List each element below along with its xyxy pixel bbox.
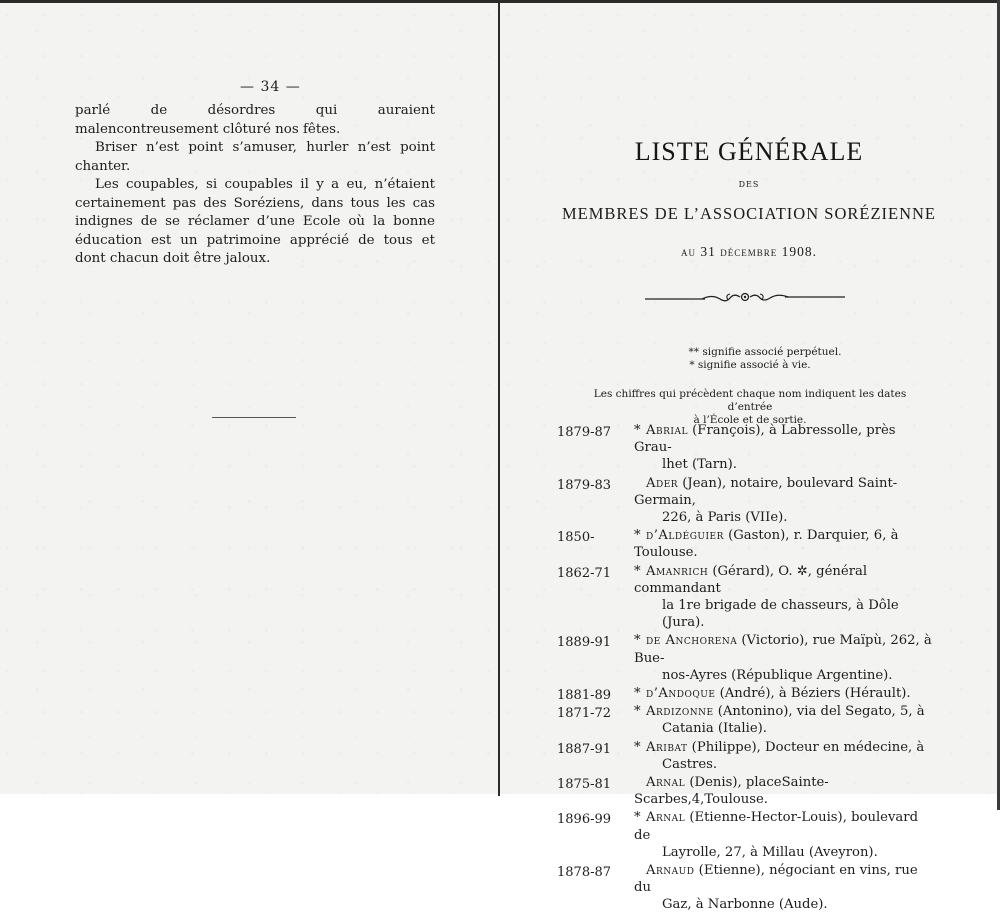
entry-line-2: Castres. (662, 756, 718, 772)
entry-line-1: (Antonino), via del Segato, 5, à (713, 704, 925, 720)
membership-star: * (634, 563, 641, 579)
entry-line-1: (Philippe), Docteur en médecine, à (687, 739, 925, 755)
member-entry (557, 527, 937, 561)
ornament-divider-icon (640, 286, 850, 308)
member-list (557, 422, 937, 915)
date-year: 1908. (781, 244, 817, 259)
legend-perpetual: ** signifie associé perpétuel. (688, 346, 842, 358)
entry-body (634, 809, 937, 861)
entry-body (634, 739, 937, 773)
entry-line-1: (Etienne), négociant en vins, rue du (634, 863, 918, 896)
paragraph: Les coupables, si coupables il y a eu, n’étaient certainement pas des Soréziens, dans tous les cas indignes de se réclamer d’une Ecole où la bonne éducation est un patrimoine apprécié de tous et dont chacun doit être jaloux. (75, 177, 435, 266)
entry-line-1: (Gaston), r. Darquier, 6, à Toulouse. (634, 528, 899, 561)
section-divider (212, 417, 296, 418)
date-prefix: au (680, 244, 696, 259)
membership-star: * (634, 810, 641, 826)
entry-years: 1862-71 (557, 565, 612, 581)
entry-line-2: nos-Ayres (République Argentine). (662, 667, 893, 683)
membership-star: * (634, 633, 641, 649)
member-entry (557, 809, 937, 861)
page-number: — 34 — (240, 79, 301, 95)
entry-years: 1879-87 (557, 425, 612, 440)
entry-body (634, 632, 937, 684)
member-entry (557, 475, 937, 527)
entry-body (634, 774, 937, 808)
left-page-text (75, 102, 435, 269)
entry-line-1: (Gérard), O. ✲, général commandant (634, 563, 868, 596)
member-name: Ardizonne (646, 704, 714, 720)
member-name: Aribat (646, 739, 688, 755)
entry-line-2: Layrolle, 27, à Millau (Aveyron). (662, 844, 878, 860)
member-name: Ader (646, 475, 679, 491)
entry-body (634, 685, 937, 702)
member-name: de Anchorena (646, 633, 738, 649)
entry-line-1: (André), à Béziers (Hérault). (715, 686, 911, 702)
member-name: Arnal (646, 810, 686, 826)
membership-star: * (634, 423, 641, 438)
entry-years: 1879-83 (557, 477, 612, 493)
entry-years: 1889-91 (557, 635, 612, 651)
entry-body (634, 475, 937, 527)
member-entry (557, 563, 937, 632)
entry-years: 1878-87 (557, 865, 612, 881)
member-entry (557, 703, 937, 737)
entry-body (634, 862, 937, 914)
title-connector: DES (738, 180, 760, 189)
entry-line-1: (François), à Labressolle, près Grau- (634, 423, 896, 456)
member-name: d’Aldéguier (646, 528, 724, 544)
member-entry (557, 422, 937, 474)
entry-line-2: la 1re brigade de chasseurs, à Dôle (Jura). (662, 598, 899, 631)
list-date (500, 244, 998, 260)
entry-body (634, 703, 937, 737)
member-entry (557, 632, 937, 684)
entry-line-1: (Victorio), rue Maïpù, 262, à Bue- (634, 633, 932, 666)
entry-line-2: lhet (Tarn). (662, 457, 737, 473)
entry-years: 1875-81 (557, 777, 612, 793)
member-name: Arnal (646, 775, 686, 791)
entry-years: 1881-89 (557, 688, 612, 704)
member-name: Amanrich (646, 563, 709, 579)
membership-star: * (634, 704, 641, 720)
date-day: 31 (700, 244, 716, 259)
legend-life: * signifie associé à vie. (689, 359, 811, 371)
legend (600, 346, 900, 372)
date-month: décembre (720, 244, 778, 259)
member-entry (557, 685, 937, 702)
list-title: LISTE GÉNÉRALE (634, 137, 864, 166)
paragraph: Briser n’est point s’amuser, hurler n’est point chanter. (75, 140, 435, 174)
entry-line-2: Catania (Italie). (662, 721, 767, 737)
entry-line-1: (Denis), placeSainte-Scarbes,4,Toulouse. (634, 775, 829, 808)
membership-star: * (634, 528, 641, 544)
note-line: Les chiffres qui précèdent chaque nom indiquent les dates d’entrée (593, 388, 907, 413)
member-entry (557, 862, 937, 914)
entry-body (634, 563, 937, 632)
entry-body (634, 422, 937, 474)
entry-years: 1887-91 (557, 741, 612, 757)
member-entry (557, 739, 937, 773)
member-entry (557, 774, 937, 808)
entry-years: 1871-72 (557, 706, 612, 722)
membership-star: * (634, 739, 641, 755)
member-name: d’Andoque (646, 686, 716, 702)
entry-line-1: (Etienne-Hector-Louis), boulevard de (634, 810, 919, 843)
member-name: Abrial (646, 423, 688, 438)
entry-years: 1850- (557, 530, 595, 546)
entry-line-2: Gaz, à Narbonne (Aude). (662, 897, 828, 913)
paragraph: parlé de désordres qui auraient malencontreusement clôturé nos fêtes. (75, 103, 435, 137)
entry-line-1: (Jean), notaire, boulevard Saint-Germain, (634, 475, 898, 508)
membership-star: * (634, 686, 641, 702)
note-line: à l’École et de sortie. (693, 414, 807, 426)
member-name: Arnaud (646, 863, 695, 879)
entry-line-2: 226, à Paris (VIIe). (662, 510, 788, 526)
entry-years: 1896-99 (557, 812, 612, 828)
list-subtitle: MEMBRES DE L’ASSOCIATION SORÉZIENNE (561, 204, 937, 223)
entry-body (634, 527, 937, 561)
